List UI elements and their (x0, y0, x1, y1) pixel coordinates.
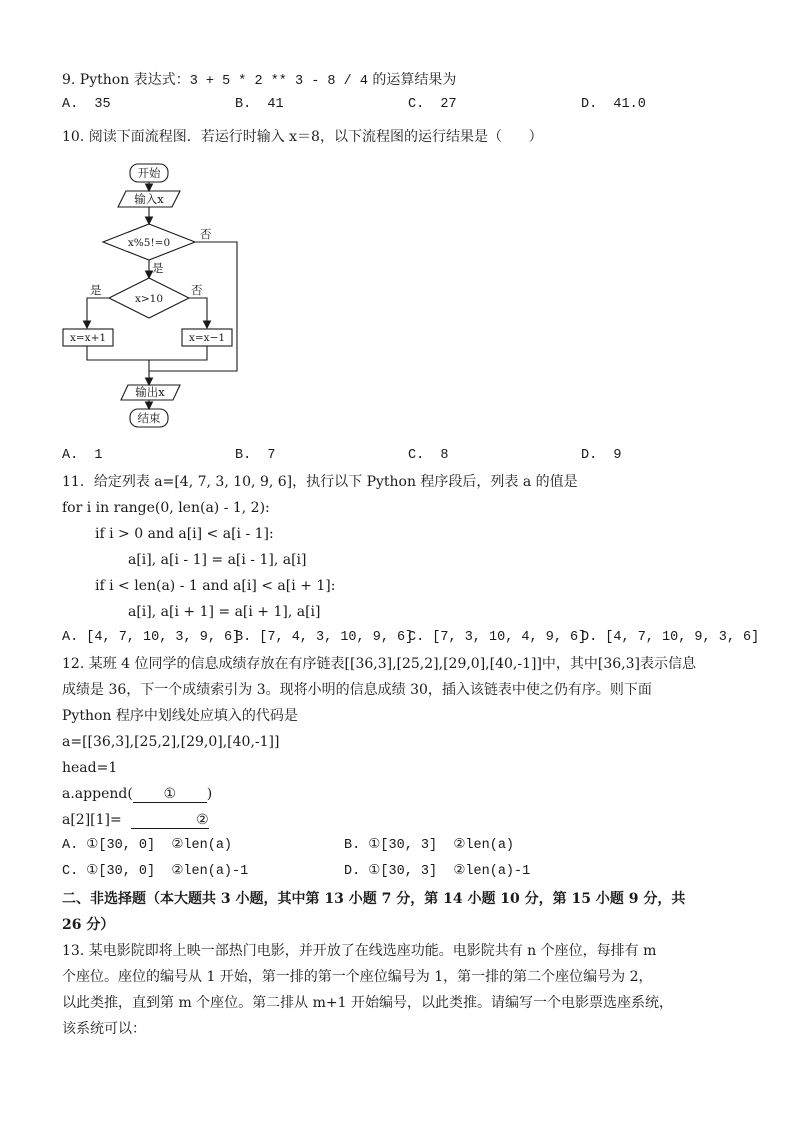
q11-code-line: for i in range(0, len(a) - 1, 2): (62, 500, 270, 516)
q11-code-line: a[i], a[i - 1] = a[i - 1], a[i] (128, 552, 307, 568)
q13-line: 以此类推，直到第 m 个座位。第二排从 m+1 开始编号，以此类推。请编写一个电影票选座系统， (62, 995, 673, 1011)
q10-option-a: A. 1 (62, 448, 103, 463)
q9-option-d: D. 41.0 (581, 97, 646, 112)
q12-option-d: D. ①[30, 3] ②len(a)-1 (344, 864, 531, 879)
q11-code-line: if i > 0 and a[i] < a[i - 1]: (95, 526, 274, 542)
q12-stem-line: Python 程序中划线处应填入的代码是 (62, 708, 298, 724)
flow-yes2-label: 是 (90, 283, 102, 297)
q12-option-a: A. ①[30, 0] ②len(a) (62, 838, 233, 853)
q9-stem (62, 70, 456, 92)
q11-code-line: if i < len(a) - 1 and a[i] < a[i + 1]: (95, 578, 336, 594)
q11-option-d: D. [4, 7, 10, 9, 3, 6] (581, 630, 760, 645)
flow-no1-label: 否 (200, 227, 212, 241)
flow-yes1-label: 是 (152, 261, 164, 275)
q11-option-c: C. [7, 3, 10, 4, 9, 6] (408, 630, 587, 645)
flow-output-label: 输出x (135, 385, 165, 399)
flow-cond2-label: x>10 (134, 293, 164, 305)
q12-assign-prefix: a[2][1]= (62, 812, 122, 828)
section2-heading-cont: 26 分） (62, 917, 115, 933)
q10-option-b: B. 7 (235, 448, 276, 463)
q9-expression: 3 + 5 * 2 ** 3 - 8 / 4 (189, 74, 368, 89)
q12-code-line: head=1 (62, 760, 118, 776)
q11-option-a: A. [4, 7, 10, 3, 9, 6] (62, 630, 241, 645)
blank-2: ② (131, 812, 209, 829)
q12-stem-line: 成绩是 36，下一个成绩索引为 3。现将小明的信息成绩 30，插入该链表中使之仍有序。则下面 (62, 682, 652, 698)
q13-line: 个座位。座位的编号从 1 开始，第一排的第一个座位编号为 1，第一排的第二个座位编号为 2， (62, 969, 653, 985)
q12-append-line (62, 784, 212, 804)
q10-option-d: D. 9 (581, 448, 622, 463)
flow-start-label: 开始 (137, 166, 161, 180)
flow-end-label: 结束 (137, 411, 161, 425)
q12-append-suffix: ) (206, 786, 213, 802)
q11-stem: 11．给定列表 a=[4, 7, 3, 10, 9, 6]，执行以下 Python 程序段后，列表 a 的值是 (62, 474, 578, 490)
q12-option-c: C. ①[30, 0] ②len(a)-1 (62, 864, 249, 879)
q10-option-c: C. 8 (408, 448, 449, 463)
flow-no2-label: 否 (191, 283, 203, 297)
blank-1: ① (133, 786, 207, 803)
q13-line: 13. 某电影院即将上映一部热门电影，并开放了在线选座功能。电影院共有 n 个座位，每排有 m (62, 943, 657, 959)
q13-line: 该系统可以： (62, 1021, 146, 1037)
q12-stem-line: 12. 某班 4 位同学的信息成绩存放在有序链表[[36,3],[25,2],[29,0],[40,-1]]中，其中[36,3]表示信息 (62, 656, 697, 672)
q9-stem-text: 9. Python 表达式： (62, 72, 190, 88)
q9-option-c: C. 27 (408, 97, 457, 112)
q9-option-a: A. 35 (62, 97, 111, 112)
flow-input-label: 输入x (134, 192, 164, 206)
q9-option-b: B. 41 (235, 97, 284, 112)
section2-heading: 二、非选择题（本大题共 3 小题，其中第 13 小题 7 分，第 14 小题 10 分，第 15 小题 9 分，共 (62, 891, 686, 907)
flow-cond1-label: x%5!=0 (127, 237, 171, 249)
q11-code-line: a[i], a[i + 1] = a[i + 1], a[i] (128, 604, 321, 620)
q12-assign-line (62, 810, 209, 830)
q11-option-b: B. [7, 4, 3, 10, 9, 6] (235, 630, 414, 645)
q9-stem-tail: 的运算结果为 (372, 72, 457, 88)
q12-option-b: B. ①[30, 3] ②len(a) (344, 838, 515, 853)
q12-append-prefix: a.append( (62, 786, 133, 802)
flow-assign-right-label: x=x−1 (188, 332, 226, 344)
flowchart (60, 160, 260, 435)
q10-stem: 10. 阅读下面流程图．若运行时输入 x＝8，以下流程图的运行结果是（ ） (62, 129, 543, 145)
q12-code-line: a=[[36,3],[25,2],[29,0],[40,-1]] (62, 734, 280, 750)
flow-assign-left-label: x=x+1 (69, 332, 107, 344)
